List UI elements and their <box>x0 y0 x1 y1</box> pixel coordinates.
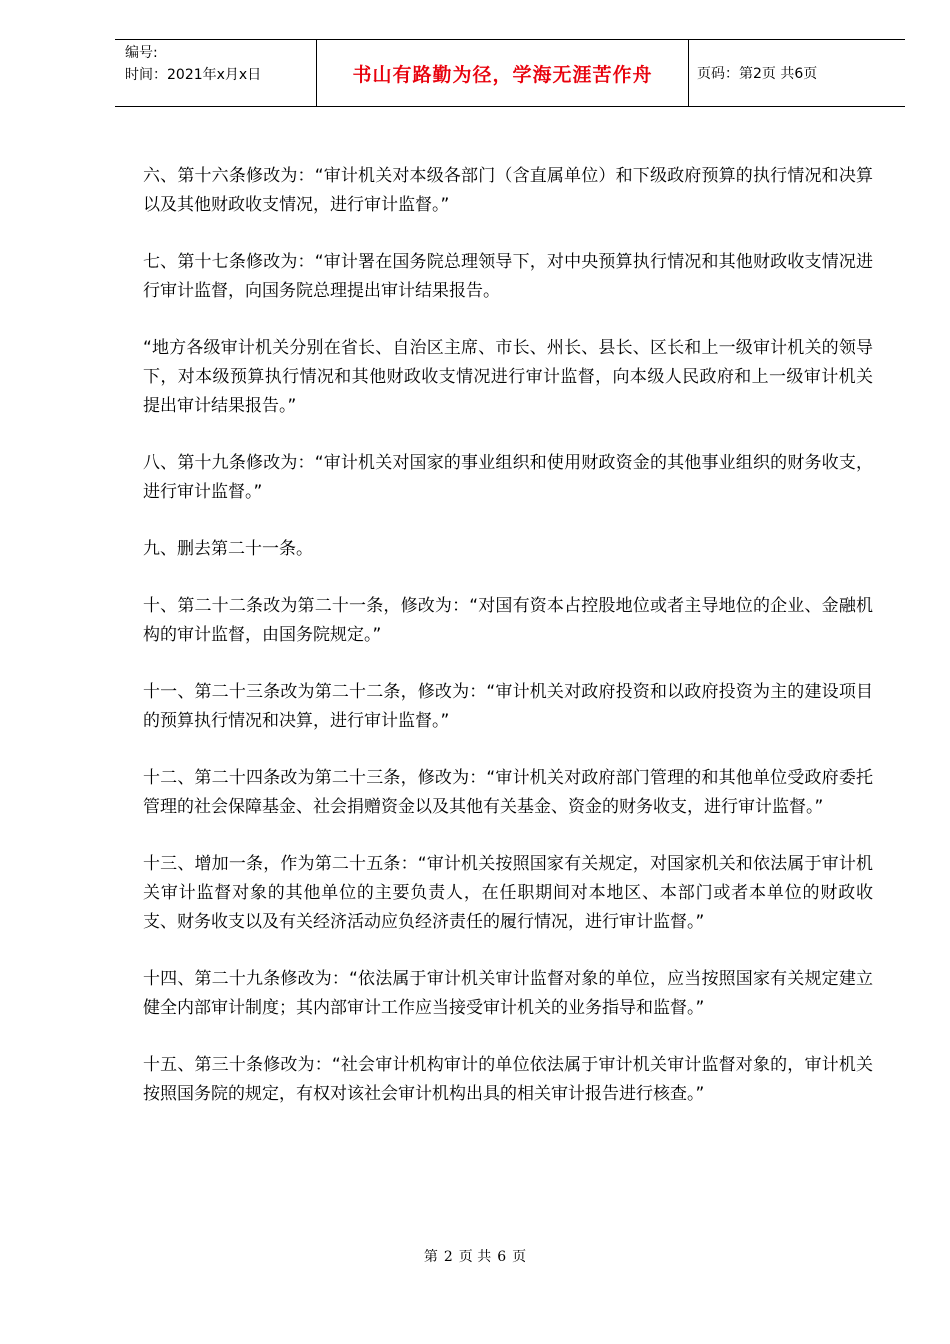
header-meta <box>115 40 316 106</box>
number-label: 编号: <box>125 45 158 61</box>
paragraph-8: 八、第十九条修改为：“审计机关对国家的事业组织和使用财政资金的其他事业组织的财务收支，进行审计监督。” <box>143 453 873 502</box>
paragraph-7-cont: “地方各级审计机关分别在省长、自治区主席、市长、州长、县长、区长和上一级审计机关的领导下，对本级预算执行情况和其他财政收支情况进行审计监督，向本级人民政府和上一级审计机关提出审计结果报告。” <box>143 338 873 416</box>
header-page-info: 页码：第2页 共6页 <box>697 66 818 82</box>
footer-middle: 页 共 <box>458 1249 492 1265</box>
time-label: 时间：2021年x月x日 <box>125 67 262 83</box>
paragraph-13: 十三、增加一条，作为第二十五条：“审计机关按照国家有关规定，对国家机关和依法属于审计机关审计监督对象的其他单位的主要负责人，在任职期间对本地区、本部门或者本单位的财政收支、财务收支以及有关经济活动应负经济责任的履行情况，进行审计监督。” <box>143 854 873 932</box>
paragraph-15: 十五、第三十条修改为：“社会审计机构审计的单位依法属于审计机关审计监督对象的，审计机关按照国务院的规定，有权对该社会审计机构出具的相关审计报告进行核查。” <box>143 1055 873 1104</box>
paragraph-12: 十二、第二十四条改为第二十三条，修改为：“审计机关对政府部门管理的和其他单位受政府委托管理的社会保障基金、社会捐赠资金以及其他有关基金、资金的财务收支，进行审计监督。” <box>143 768 873 817</box>
page-header <box>115 39 905 107</box>
paragraph-9: 九、删去第二十一条。 <box>143 539 313 559</box>
header-motto: 书山有路勤为径，学海无涯苦作舟 <box>316 40 689 106</box>
footer-prefix: 第 <box>423 1249 438 1265</box>
paragraph-11: 十一、第二十三条改为第二十二条，修改为：“审计机关对政府投资和以政府投资为主的建设项目的预算执行情况和决算，进行审计监督。” <box>143 682 873 731</box>
paragraph-7: 七、第十七条修改为：“审计署在国务院总理领导下，对中央预算执行情况和其他财政收支情况进行审计监督，向国务院总理提出审计结果报告。 <box>143 252 873 301</box>
footer-suffix: 页 <box>512 1249 527 1265</box>
footer-total-pages: 6 <box>497 1249 507 1265</box>
document-body <box>143 162 873 1137</box>
paragraph-10: 十、第二十二条改为第二十一条，修改为：“对国有资本占控股地位或者主导地位的企业、金融机构的审计监督，由国务院规定。” <box>143 596 873 645</box>
page-footer <box>0 1246 950 1266</box>
footer-page-number: 2 <box>443 1249 453 1265</box>
paragraph-14: 十四、第二十九条修改为：“依法属于审计机关审计监督对象的单位，应当按照国家有关规定建立健全内部审计制度；其内部审计工作应当接受审计机关的业务指导和监督。” <box>143 969 873 1018</box>
paragraph-6: 六、第十六条修改为：“审计机关对本级各部门（含直属单位）和下级政府预算的执行情况和决算以及其他财政收支情况，进行审计监督。” <box>143 166 873 215</box>
